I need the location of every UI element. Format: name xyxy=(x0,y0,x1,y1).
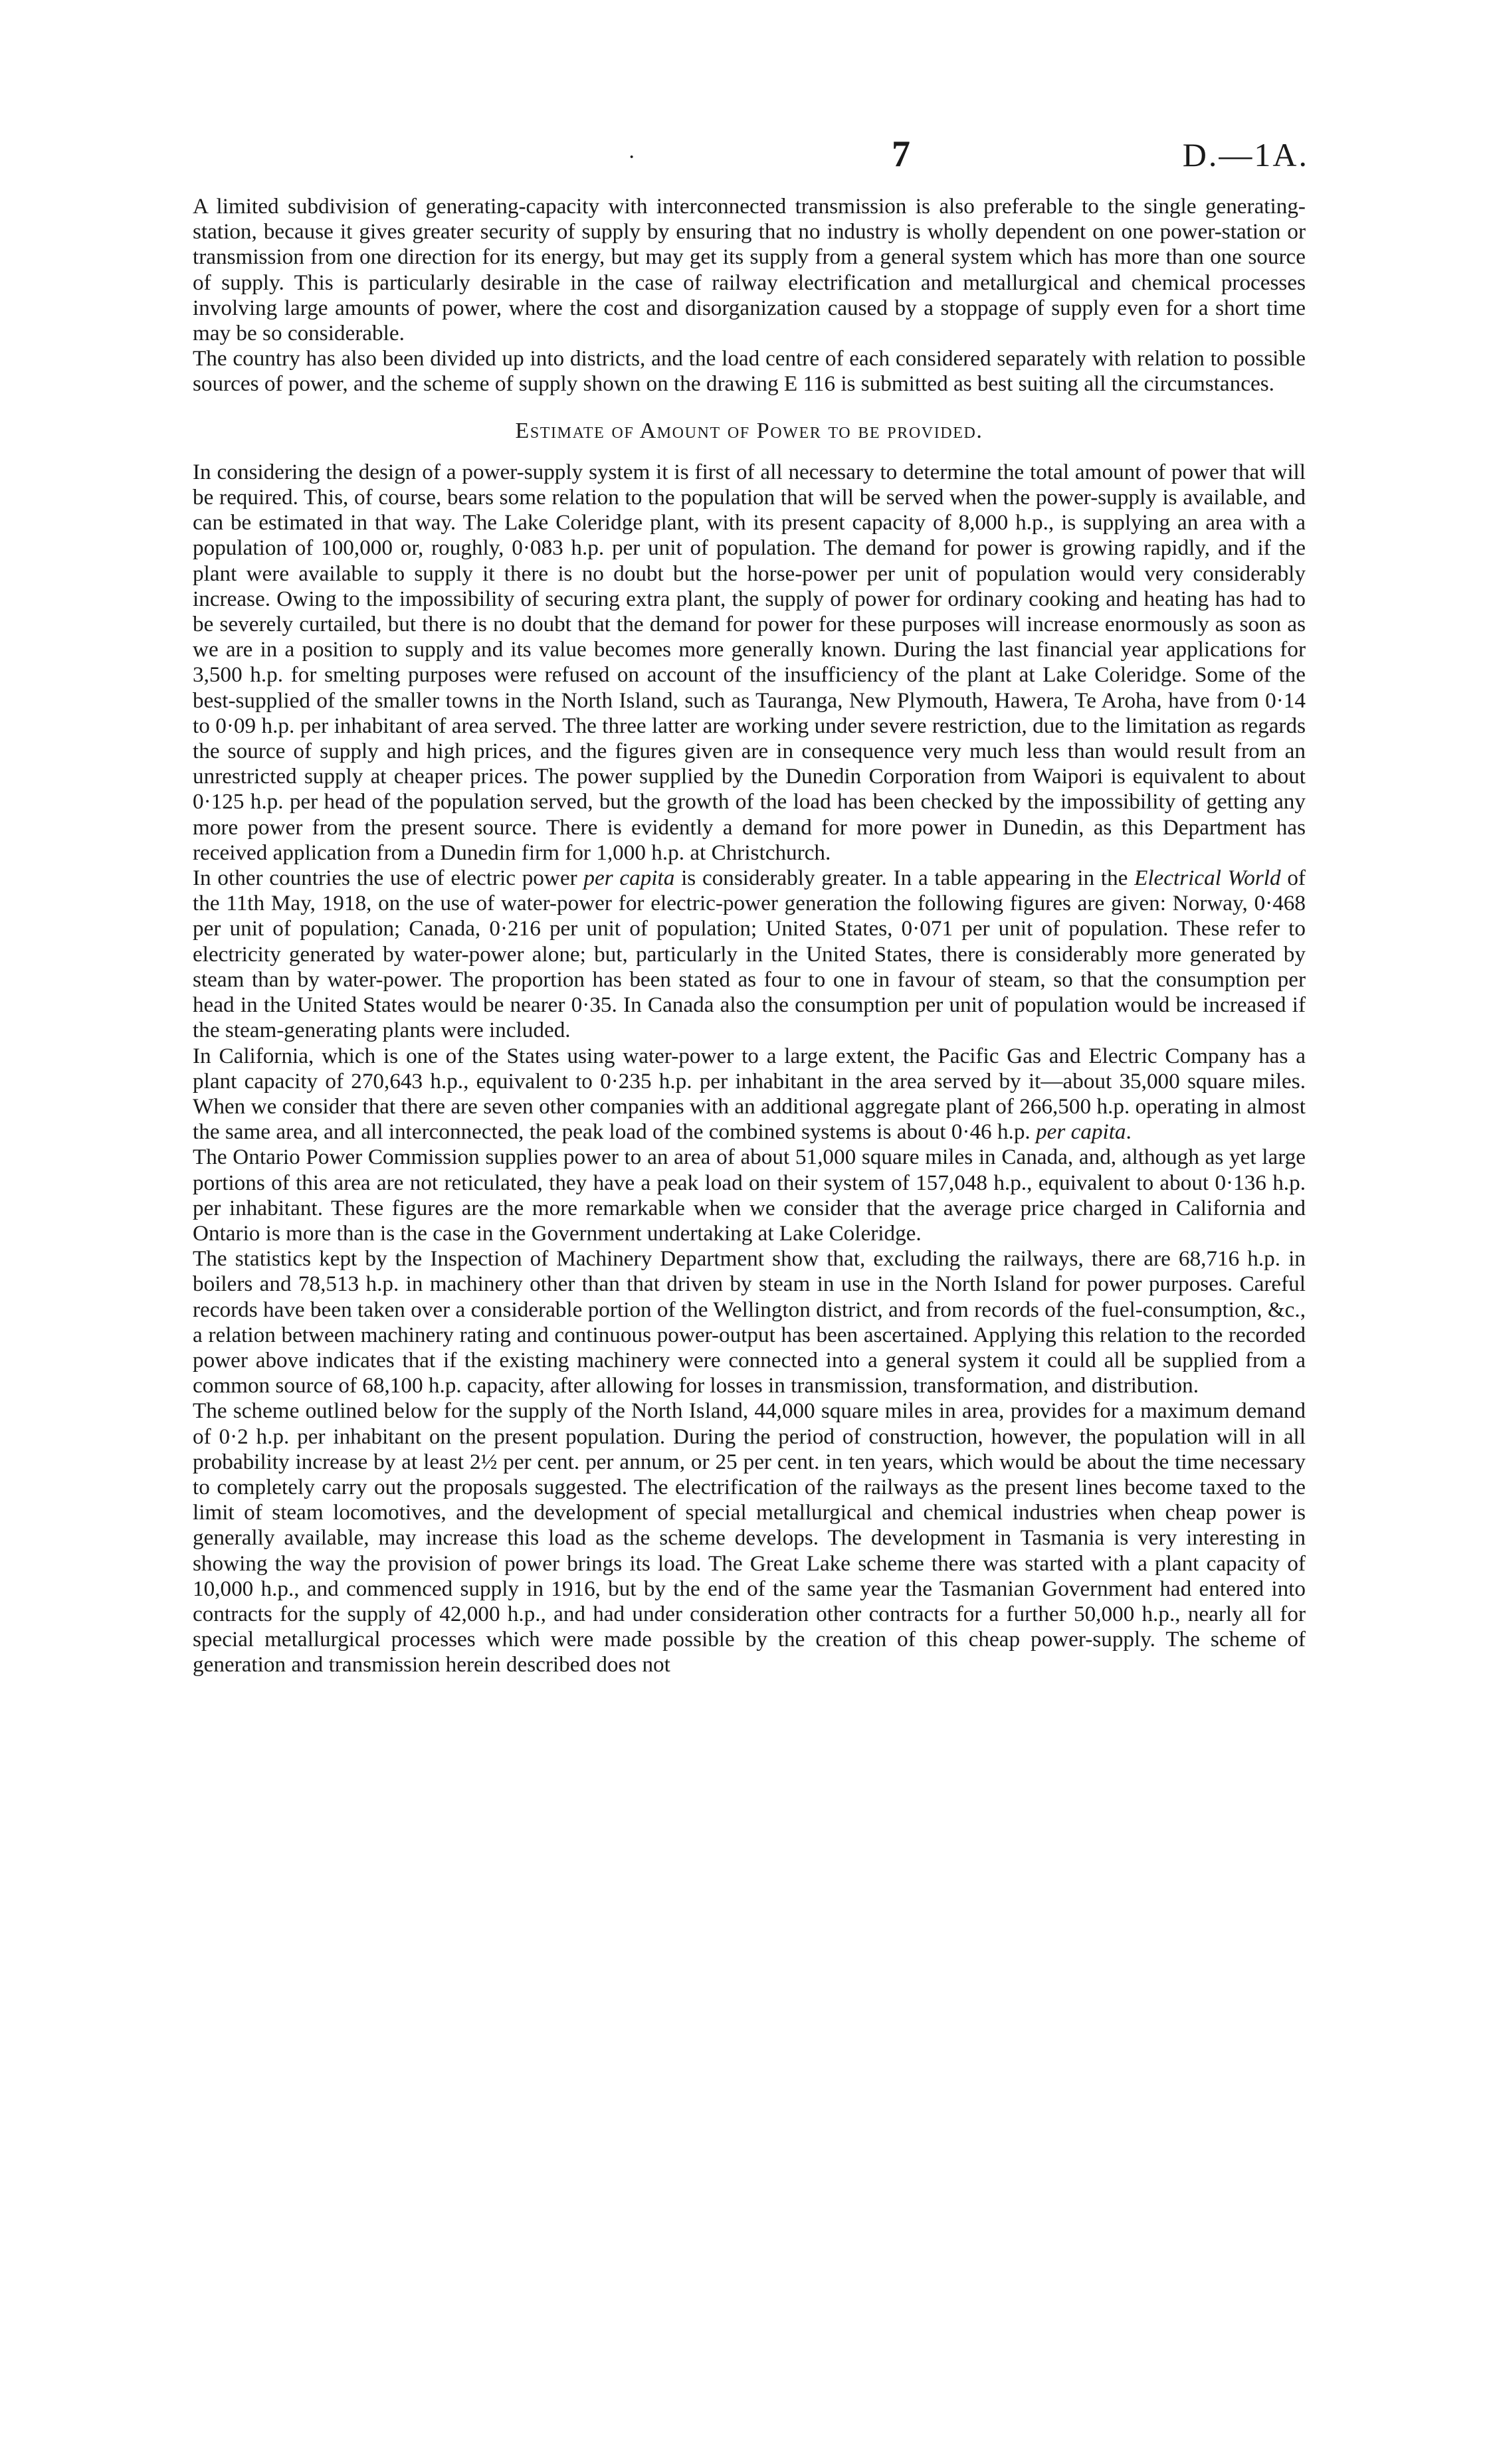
paragraph: In California, which is one of the States using water-power to a large extent, the Pacific Gas and Electric Company has a plant capacity of 270,643 h.p., equivalent to 0·235 h.p. per inhabitant in the area served by it—about 35,000 square miles. When we consider that there are seven other companies with an additional aggregate plant of 266,500 h.p. operating in almost the same area, and all interconnected, the peak load of the combined systems is about 0·46 h.p. per capita. xyxy=(193,1043,1306,1145)
paragraph: The scheme outlined below for the supply of the North Island, 44,000 square miles in area, provides for a maximum demand of 0·2 h.p. per inhabitant on the present population. During the period of construction, however, the population will in all probability increase by at least 2½ per cent. per annum, or 25 per cent. in ten years, which would be about the time necessary to completely carry out the proposals suggested. The electrification of the railways as the present lines become taxed to the limit of steam locomotives, and the development of special metallurgical and chemical industries when cheap power is generally available, may increase this load as the scheme develops. The development in Tasmania is very interesting in showing the way the provision of power brings its load. The Great Lake scheme there was started with a plant capacity of 10,000 h.p., and commenced supply in 1916, but by the end of the same year the Tasmanian Government had entered into contracts for the supply of 42,000 h.p., and had under consideration other contracts for a further 50,000 h.p., nearly all for special metallurgical processes which were made possible by the creation of this cheap power-supply. The scheme of generation and transmission herein described does not xyxy=(193,1398,1306,1677)
paragraph: In considering the design of a power-supply system it is first of all necessary to determine the total amount of power that will be required. This, of course, bears some relation to the population that will be served when the power-supply is available, and can be estimated in that way. The Lake Coleridge plant, with its present capacity of 8,000 h.p., is supplying an area with a population of 100,000 or, roughly, 0·083 h.p. per unit of population. The demand for power is growing rapidly, and if the plant were available to supply it there is no doubt but the horse-power per unit of population would very considerably increase. Owing to the impossibility of securing extra plant, the supply of power for ordinary cooking and heating has had to be severely curtailed, but there is no doubt that the demand for power for these purposes will increase enormously as soon as we are in a position to supply and its value becomes more generally known. During the last financial year applications for 3,500 h.p. for smelting purposes were refused on account of the insufficiency of the plant at Lake Coleridge. Some of the best-supplied of the smaller towns in the North Island, such as Tauranga, New Plymouth, Hawera, Te Aroha, have from 0·14 to 0·09 h.p. per inhabitant of area served. The three latter are working under severe restriction, due to the limitation as regards the source of supply and high prices, and the figures given are in consequence very much less than would result from an unrestricted supply at cheaper prices. The power supplied by the Dunedin Corporation from Waipori is equivalent to about 0·125 h.p. per head of the population served, but the growth of the load has been checked by the impossibility of getting any more power from the present source. There is evidently a demand for more power in Dunedin, as this Department has received application from a Dunedin firm for 1,000 h.p. at Christchurch. xyxy=(193,459,1306,865)
paragraph: The Ontario Power Commission supplies power to an area of about 51,000 square miles in Canada, and, although as yet large portions of this area are not reticulated, they have a peak load on their system of 157,048 h.p., equivalent to about 0·136 h.p. per inhabitant. These figures are the more remarkable when we consider that the average price charged in California and Ontario is more than is the case in the Government undertaking at Lake Coleridge. xyxy=(193,1145,1306,1246)
paragraph: A limited subdivision of generating-capacity with interconnected transmission is also preferable to the single generating-station, because it gives greater security of supply by ensuring that no industry is wholly dependent on one power-station or transmission from one direction for its energy, but may get its supply from a general system which has more than one source of supply. This is particularly desirable in the case of railway electrification and metallurgical and chemical processes involving large amounts of power, where the cost and disorganization caused by a stoppage of supply even for a short time may be so considerable. xyxy=(193,194,1306,346)
body-text xyxy=(193,194,1306,1678)
paragraph: In other countries the use of electric power per capita is considerably greater. In a table appearing in the Electrical World of the 11th May, 1918, on the use of water-power for electric-power generation the following figures are given: Norway, 0·468 per unit of population; Canada, 0·216 per unit of population; United States, 0·071 per unit of population. These refer to electricity generated by water-power alone; but, particularly in the United States, there is considerably more generated by steam than by water-power. The proportion has been stated as four to one in favour of steam, so that the consumption per head in the United States would be nearer 0·35. In Canada also the consumption per unit of population would be increased if the steam-generating plants were included. xyxy=(193,866,1306,1043)
page-number: 7 xyxy=(892,134,912,175)
page-header xyxy=(186,133,1309,179)
paragraph: The statistics kept by the Inspection of Machinery Department show that, excluding the railways, there are 68,716 h.p. in boilers and 78,513 h.p. in machinery other than that driven by steam in use in the North Island for power purposes. Careful records have been taken over a considerable portion of the Wellington district, and from records of the fuel-consumption, &c., a relation between machinery rating and continuous power-output has been ascertained. Applying this relation to the recorded power above indicates that if the existing machinery were connected into a general system it could all be supplied from a common source of 68,100 h.p. capacity, after allowing for losses in transmission, transformation, and distribution. xyxy=(193,1246,1306,1398)
italic-text: Electrical World xyxy=(1134,866,1281,891)
paragraph: The country has also been divided up into districts, and the load centre of each considered separately with relation to possible sources of power, and the scheme of supply shown on the drawing E 116 is submitted as best suiting all the circumstances. xyxy=(193,346,1306,397)
header-dot: · xyxy=(628,145,636,169)
series-reference: D.—1A. xyxy=(1182,136,1309,173)
italic-text: per capita xyxy=(583,866,675,891)
italic-text: per capita xyxy=(1036,1119,1126,1145)
section-heading: Estimate of Amount of Power to be provided. xyxy=(515,418,983,443)
